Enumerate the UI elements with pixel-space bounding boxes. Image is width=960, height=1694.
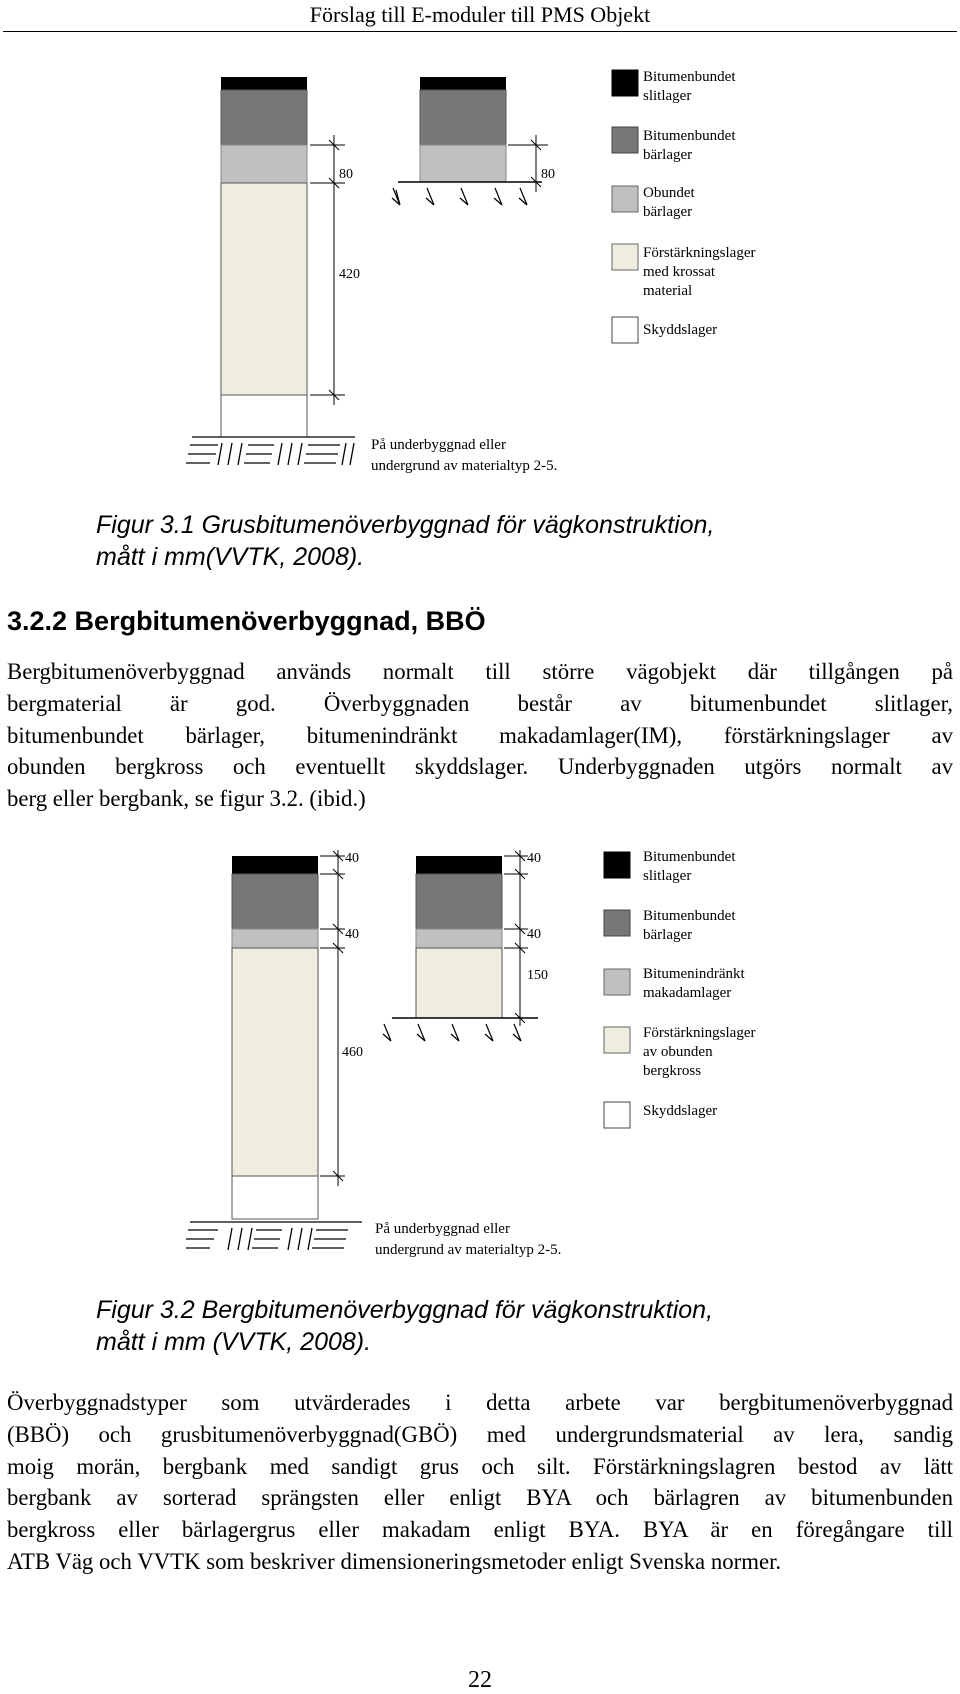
layer-barlager <box>232 874 318 929</box>
paragraph-line: Överbyggnadstyper som utvärderades i detta arbete var bergbitumenöverbyggnad <box>7 1390 953 1415</box>
legend-label: makadamlager <box>643 985 732 1001</box>
layer-forstarkning <box>232 948 318 1176</box>
legend-label: Obundet <box>643 185 695 201</box>
section-heading: 3.2.2 Bergbitumenöverbyggnad, BBÖ <box>7 606 486 636</box>
legend-label: Bitumenbundet <box>643 908 736 924</box>
dimension-label: 80 <box>541 167 555 182</box>
legend <box>612 69 755 343</box>
page-header <box>0 0 960 34</box>
header-rule <box>3 31 957 32</box>
figure-1-diagram <box>0 60 960 480</box>
ground-note-line: På underbyggnad eller <box>371 437 506 453</box>
paragraph-line: ATB Väg och VVTK som beskriver dimensioneringsmetoder enligt Svenska normer. <box>7 1548 782 1574</box>
legend-swatch <box>612 317 638 343</box>
caption-line: Figur 3.2 Bergbitumenöverbyggnad för vägkonstruktion, <box>96 1296 714 1324</box>
figure-2 <box>0 845 960 1265</box>
dimension-lines-right <box>504 850 528 1026</box>
legend-label: material <box>643 283 693 299</box>
ground-note-line: undergrund av materialtyp 2-5. <box>375 1242 562 1258</box>
layer-slitlager <box>232 856 318 874</box>
layer-obundet <box>420 145 506 182</box>
layer-obundet <box>221 145 307 183</box>
layer-forstarkning <box>416 948 502 1018</box>
paragraph-line: bitumenbundet bärlager, bitumenindränkt makadamlager(IM), förstärkningslager av <box>7 722 953 748</box>
paragraph-line: (BBÖ) och grusbitumenöverbyggnad(GBÖ) med undergrundsmaterial av lera, sandig <box>7 1421 953 1447</box>
legend-swatch <box>612 244 638 270</box>
legend-swatch <box>604 910 630 936</box>
legend-label: slitlager <box>643 88 692 104</box>
paragraph-2 <box>7 1387 953 1578</box>
ground-note-line: På underbyggnad eller <box>375 1221 510 1237</box>
legend-label: Skyddslager <box>643 322 718 338</box>
legend-swatch <box>604 852 630 878</box>
legend-label: Bitumenindränkt <box>643 966 745 982</box>
dimension-lines-left <box>320 850 345 1186</box>
figure-2-diagram <box>0 845 960 1265</box>
legend-swatch <box>612 186 638 212</box>
legend-label: bärlager <box>643 204 693 220</box>
rock-hatch <box>383 1024 521 1041</box>
paragraph-line: bergmaterial är god. Överbyggnaden består av bitumenbundet slitlager, <box>7 690 953 716</box>
dimension-label: 40 <box>527 851 541 866</box>
paragraph-line: moig morän, bergbank med sandigt grus och silt. Förstärkningslagren bestod av lätt <box>7 1453 953 1479</box>
layer-makadam <box>232 929 318 948</box>
ground-note-line: undergrund av materialtyp 2-5. <box>371 458 558 474</box>
legend-label: Bitumenbundet <box>643 849 736 865</box>
paragraph-line: obunden bergkross och eventuellt skyddslager. Underbyggnaden utgörs normalt av <box>7 754 953 780</box>
paragraph-line: bergbank av sorterad sprängsten eller enligt BYA och bärlagren av bitumenbunden <box>7 1485 953 1511</box>
figure-1-caption <box>96 509 714 573</box>
legend-label: slitlager <box>643 868 692 884</box>
legend-label: bärlager <box>643 147 693 163</box>
legend-swatch <box>604 1027 630 1053</box>
dimension-label: 420 <box>339 267 360 282</box>
paragraph-line: Bergbitumenöverbyggnad används normalt till större vägobjekt där tillgången på <box>7 659 953 684</box>
layer-slitlager <box>416 856 502 874</box>
legend-swatch <box>604 1102 630 1128</box>
paragraph-line: bergkross eller bärlagergrus eller makadam enligt BYA. BYA är en föregångare till <box>7 1517 953 1543</box>
legend-label: med krossat <box>643 264 716 280</box>
page-number: 22 <box>468 1667 492 1693</box>
paragraph-1 <box>7 656 953 815</box>
dimension-label: 40 <box>527 927 541 942</box>
ground-hatch <box>186 437 355 465</box>
ground-hatch <box>186 1222 362 1250</box>
legend-swatch <box>612 127 638 153</box>
legend-label: av obunden <box>643 1044 713 1060</box>
rock-hatch <box>392 188 527 205</box>
legend-label: Bitumenbundet <box>643 69 736 85</box>
legend-label: bergkross <box>643 1063 702 1079</box>
dimension-label: 80 <box>339 167 353 182</box>
dimension-label: 40 <box>345 851 359 866</box>
layer-slitlager <box>221 77 307 90</box>
figure-2-caption <box>96 1294 713 1358</box>
layer-barlager <box>221 90 307 145</box>
legend-label: bärlager <box>643 927 693 943</box>
legend-label: Bitumenbundet <box>643 128 736 144</box>
dimension-lines-right <box>508 135 548 192</box>
header-title: Förslag till E-moduler till PMS Objekt <box>309 2 651 27</box>
legend <box>604 849 755 1128</box>
caption-line: mått i mm(VVTK, 2008). <box>96 543 365 571</box>
layer-skydd <box>221 395 307 437</box>
legend-swatch <box>604 969 630 995</box>
layer-makadam <box>416 929 502 948</box>
layer-barlager <box>420 90 506 145</box>
figure-1 <box>0 60 960 480</box>
legend-label: Förstärkningslager <box>643 245 756 261</box>
legend-label: Förstärkningslager <box>643 1025 756 1041</box>
caption-line: Figur 3.1 Grusbitumenöverbyggnad för vägkonstruktion, <box>96 511 715 539</box>
layer-skydd <box>232 1176 318 1219</box>
layer-barlager <box>416 874 502 929</box>
layer-forstarkning <box>221 183 307 395</box>
paragraph-line: berg eller bergbank, se figur 3.2. (ibid.) <box>7 786 366 812</box>
caption-line: mått i mm (VVTK, 2008). <box>96 1328 372 1356</box>
legend-swatch <box>612 70 638 96</box>
dimension-label: 150 <box>527 968 548 983</box>
dimension-label: 40 <box>345 927 359 942</box>
dimension-label: 460 <box>342 1045 363 1060</box>
layer-slitlager <box>420 77 506 90</box>
legend-label: Skyddslager <box>643 1103 718 1119</box>
